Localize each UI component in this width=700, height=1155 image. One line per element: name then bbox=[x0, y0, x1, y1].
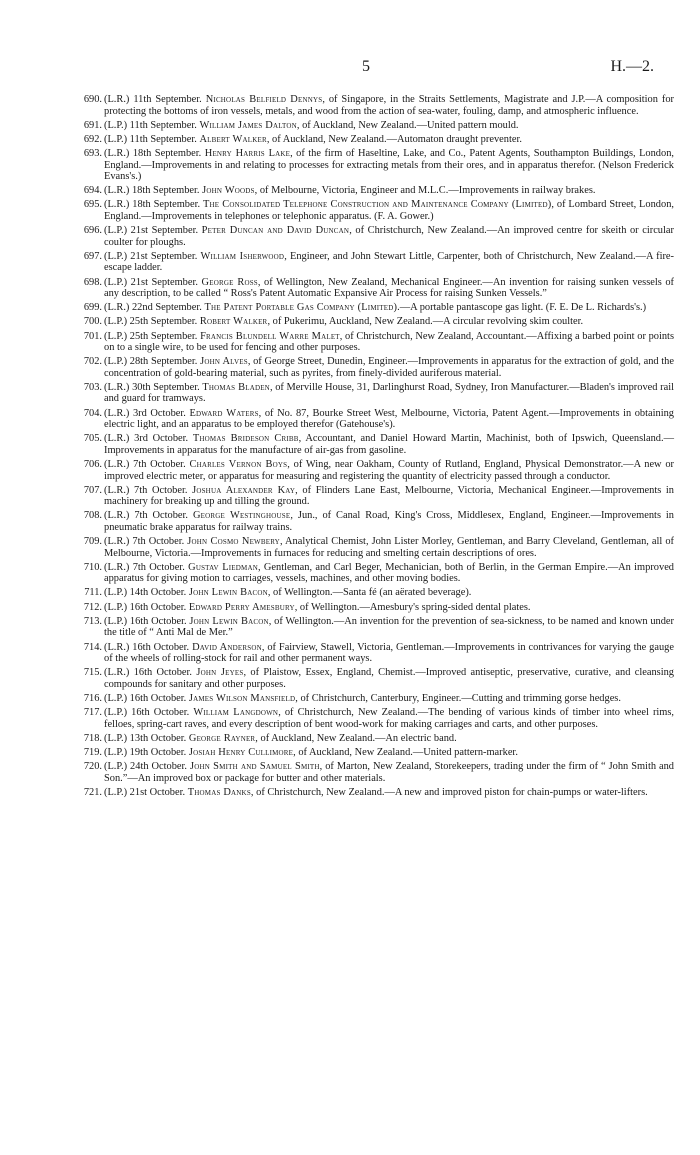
entry-number: 713. bbox=[83, 615, 102, 627]
entry-description: , of Fairview, Stawell, Victoria, Gentleman.—Improvements in contrivances for varying the gauge of the wheels of rolling-stock for rail and other permanent ways. bbox=[104, 641, 674, 664]
entry-number: 702. bbox=[83, 356, 102, 368]
patent-entry bbox=[68, 667, 674, 690]
entry-applicant: Edward Perry Amesbury bbox=[188, 601, 295, 613]
entry-date: (L.P.) 25th September. bbox=[104, 330, 198, 342]
patent-entry bbox=[68, 693, 674, 705]
entry-applicant: Henry Harris Lake bbox=[204, 148, 291, 160]
patent-entry bbox=[68, 382, 674, 405]
entry-number: 694. bbox=[83, 185, 102, 197]
entry-applicant: George Ross bbox=[201, 276, 258, 288]
entry-number: 719. bbox=[83, 746, 102, 758]
entry-number: 706. bbox=[83, 459, 102, 470]
entry-description: , of Singapore, in the Straits Settlements, Magistrate and J.P.—A composition for protecting the bottoms of iron vessels, metals, and wood from the action of sea-water, fouling, damp, and atmospheric influence. bbox=[104, 94, 674, 117]
entry-number: 692. bbox=[83, 133, 102, 145]
entry-description: , Gentleman, and Carl Beger, Mechanician, both of Berlin, in the German Empire.—An improved apparatus for giving motion to carriages, vessels, machines, and other moving bodies. bbox=[104, 561, 674, 585]
patent-entry bbox=[68, 302, 674, 314]
entry-applicant: Francis Blundell Warre Malet bbox=[200, 330, 340, 342]
entry-number: 707. bbox=[83, 484, 102, 496]
entry-number: 705. bbox=[83, 433, 102, 445]
entry-description: , of Wellington, New Zealand, Mechanical Engineer.—An invention for raising sunken vessels of any description, to be called “ Ross's Patent Automatic Expansive Air Process for raising Sunken Vessels.” bbox=[104, 276, 674, 299]
patent-entry bbox=[68, 587, 674, 599]
patent-entry bbox=[68, 562, 674, 585]
patent-entry bbox=[68, 134, 674, 146]
entry-description: , of Auckland, New Zealand.—An electric band. bbox=[255, 732, 457, 744]
entry-date: (L.P.) 21st October. bbox=[104, 786, 186, 798]
entry-date: (L.P.) 11th September. bbox=[104, 119, 197, 131]
entry-date: (L.P.) 11th September. bbox=[104, 133, 197, 145]
entry-date: (L.P.) 13th October. bbox=[104, 732, 187, 744]
patent-entry bbox=[68, 787, 674, 799]
entry-applicant: Peter Duncan and David Duncan bbox=[201, 225, 350, 237]
patent-entry bbox=[68, 459, 674, 482]
entry-date: (L.R.) 7th October. bbox=[104, 484, 188, 496]
entry-date: (L.R.) 7th October. bbox=[104, 510, 189, 522]
entry-number: 691. bbox=[83, 119, 102, 131]
entry-description: , of the firm of Haseltine, Lake, and Co., Patent Agents, Southampton Buildings, London, England.—Improvements in and relating to processes for extracting metals from their ores, and in apparatus therefor. (Nelson Frederick Evans's.) bbox=[104, 148, 674, 183]
patent-entry bbox=[68, 761, 674, 784]
patent-entry bbox=[68, 199, 674, 222]
entry-applicant: Thomas Danks bbox=[187, 786, 251, 798]
entry-description: , of Wing, near Oakham, County of Rutland, England, Physical Demonstrator.—A new or improved electric meter, or apparatus for measuring and registering the quantity of electricity passed through a conductor. bbox=[104, 459, 674, 482]
page-header bbox=[0, 58, 700, 80]
entry-date: (L.P.) 21st September. bbox=[104, 250, 198, 262]
page-number: 5 bbox=[362, 58, 370, 75]
entry-applicant: Albert Walker bbox=[199, 133, 267, 145]
entry-applicant: Robert Walker bbox=[199, 316, 268, 328]
patent-entry bbox=[68, 277, 674, 300]
entry-applicant: John Woods bbox=[202, 185, 255, 197]
patent-entry bbox=[68, 185, 674, 197]
entry-description: , Analytical Chemist, John Lister Morley, Gentleman, and Barry Cleveland, Gentleman, all of Melbourne, Victoria.—Improvements in furnaces for reducing and smelting certain descriptions of ores. bbox=[104, 536, 674, 559]
entry-description: , of Christchurch, New Zealand.—The bending of various kinds of timber into wheel rims, felloes, spring-cart raves, and every description of bent wood-work for making carriages and carts, and other purposes. bbox=[104, 707, 675, 730]
entry-number: 695. bbox=[83, 199, 102, 211]
entry-description: , of Christchurch, New Zealand, Accountant.—Affixing a barbed point or points on to a single wire, to be used for fencing and other purposes. bbox=[104, 330, 674, 354]
patent-entry bbox=[68, 510, 674, 533]
entry-number: 714. bbox=[83, 641, 102, 653]
patent-entry bbox=[68, 642, 674, 665]
entry-applicant: John Lewin Bacon bbox=[188, 587, 268, 599]
entry-applicant: John Jeyes bbox=[196, 667, 244, 679]
entry-description: , of Christchurch, New Zealand.—A new and improved piston for chain-pumps or water-lifters. bbox=[250, 786, 648, 798]
patent-entry bbox=[68, 316, 674, 328]
entry-number: 693. bbox=[83, 148, 102, 160]
entry-applicant: Gustav Liedman bbox=[188, 561, 258, 573]
patent-list bbox=[68, 94, 674, 801]
entry-description: , of Lombard Street, London, England.—Improvements in telephones or telephonic apparatus. (F. A. Gower.) bbox=[104, 199, 674, 222]
entry-date: (L.R.) 18th September. bbox=[104, 185, 200, 197]
entry-applicant: James Wilson Mansfield bbox=[188, 692, 296, 704]
entry-date: (L.R.) 11th September. bbox=[104, 94, 202, 105]
entry-date: (L.P.) 19th October. bbox=[104, 746, 187, 758]
entry-number: 709. bbox=[83, 536, 102, 548]
entry-date: (L.P.) 25th September. bbox=[104, 316, 198, 328]
entry-date: (L.R.) 18th September. bbox=[104, 148, 202, 160]
entry-applicant: William Isherwood bbox=[200, 250, 285, 262]
entry-description: , of Auckland, New Zealand.—United pattern-marker. bbox=[293, 746, 518, 758]
entry-date: (L.R.) 18th September. bbox=[104, 199, 201, 211]
patent-entry bbox=[68, 120, 674, 132]
patent-entry bbox=[68, 733, 674, 745]
entry-description: , of Auckland, New Zealand.—Automaton draught preventer. bbox=[266, 133, 522, 145]
entry-description: , of No. 87, Bourke Street West, Melbourne, Victoria, Patent Agent.—Improvements in obtaining electric light, and an apparatus to be employed therefor (Gatehouse's). bbox=[104, 407, 674, 431]
entry-number: 690. bbox=[83, 94, 102, 105]
entry-description: , Accountant, and Daniel Howard Martin, Machinist, both of Ipswich, Queensland.—Improvements in apparatus for the manufacture of air-gas from gasoline. bbox=[104, 433, 674, 456]
entry-number: 699. bbox=[83, 302, 102, 314]
entry-applicant: The Patent Portable Gas Company (Limited) bbox=[204, 302, 398, 314]
patent-entry bbox=[68, 433, 674, 456]
patent-entry bbox=[68, 536, 674, 559]
entry-number: 718. bbox=[83, 732, 102, 744]
patent-entry bbox=[68, 707, 674, 730]
entry-applicant: The Consolidated Telephone Construction and Maintenance Company (Limited) bbox=[202, 199, 552, 211]
entry-number: 701. bbox=[83, 330, 102, 342]
entry-number: 700. bbox=[83, 316, 102, 328]
entry-description: , of Flinders Lane East, Melbourne, Victoria, Mechanical Engineer.—Improvements in machinery for breaking up and tilling the ground. bbox=[104, 484, 674, 508]
entry-applicant: John Alves bbox=[200, 356, 248, 368]
entry-number: 698. bbox=[83, 276, 102, 288]
entry-description: , of Merville House, 31, Darlinghurst Road, Sydney, Iron Manufacturer.—Bladen's improved rail and guard for tramways. bbox=[104, 381, 674, 405]
entry-applicant: George Rayner bbox=[188, 732, 256, 744]
entry-description: , Engineer, and John Stewart Little, Carpenter, both of Christchurch, New Zealand.—A fire-escape ladder. bbox=[104, 250, 674, 274]
entry-number: 704. bbox=[83, 407, 102, 419]
entry-applicant: Josiah Henry Cullimore bbox=[188, 746, 294, 758]
entry-number: 721. bbox=[83, 786, 102, 798]
patent-entry bbox=[68, 616, 674, 639]
entry-applicant: Nicholas Belfield Dennys bbox=[205, 94, 323, 105]
entry-description: , of Marton, New Zealand, Storekeepers, trading under the firm of “ John Smith and Son.”—An improved box or package for butter and other materials. bbox=[104, 761, 674, 784]
entry-number: 710. bbox=[83, 561, 102, 573]
entry-applicant: Thomas Brideson Cribb bbox=[192, 433, 299, 445]
entry-date: (L.R.) 3rd October. bbox=[104, 407, 186, 419]
entry-number: 711. bbox=[84, 587, 102, 599]
entry-description: , of Wellington.—An invention for the prevention of sea-sickness, to be named and known under the title of “ Anti Mal de Mer.” bbox=[104, 615, 674, 639]
entry-description: , Jun., of Canal Road, King's Cross, Middlesex, England, Engineer.—Improvements in pneumatic brake apparatus for railway trains. bbox=[104, 510, 674, 533]
entry-description: , of Wellington.—Amesbury's spring-sided dental plates. bbox=[294, 601, 531, 613]
entry-date: (L.R.) 3rd October. bbox=[104, 433, 189, 445]
entry-date: (L.R.) 16th October. bbox=[104, 641, 190, 653]
entry-description: , of Plaistow, Essex, England, Chemist.—Improved antiseptic, preservative, curative, and cleansing compounds for sanitary and other purposes. bbox=[104, 667, 674, 690]
entry-applicant: William Langdown bbox=[193, 707, 279, 719]
patent-entry bbox=[68, 408, 674, 431]
entry-number: 712. bbox=[83, 601, 102, 613]
entry-date: (L.R.) 7th October. bbox=[104, 459, 186, 470]
entry-date: (L.P.) 21st September. bbox=[104, 225, 199, 237]
entry-date: (L.P.) 28th September. bbox=[104, 356, 198, 368]
entry-number: 697. bbox=[83, 250, 102, 262]
entry-applicant: Joshua Alexander Kay bbox=[192, 484, 296, 496]
entry-number: 715. bbox=[83, 667, 102, 679]
entry-date: (L.P.) 14th October. bbox=[104, 587, 187, 599]
entry-date: (L.P.) 16th October. bbox=[104, 707, 190, 719]
entry-description: , of Wellington.—Santa fé (an aërated beverage). bbox=[267, 587, 472, 599]
entry-applicant: Edward Waters bbox=[189, 407, 259, 419]
patent-entry bbox=[68, 251, 674, 274]
entry-date: (L.P.) 24th October. bbox=[104, 761, 187, 773]
entry-description: , of George Street, Dunedin, Engineer.—Improvements in apparatus for the extraction of gold, and the concentration of gold-bearing material, such as pyrites, from finely-divided auriferous material. bbox=[104, 356, 674, 379]
entry-applicant: John Lewin Bacon bbox=[189, 615, 269, 627]
entry-date: (L.P.) 16th October. bbox=[104, 692, 187, 704]
entry-date: (L.P.) 16th October. bbox=[104, 601, 187, 613]
entry-number: 716. bbox=[83, 692, 102, 704]
entry-description: , of Pukerimu, Auckland, New Zealand.—A circular revolving skim coulter. bbox=[267, 316, 584, 328]
entry-applicant: George Westinghouse bbox=[192, 510, 291, 522]
entry-number: 717. bbox=[83, 707, 102, 719]
entry-description: , of Christchurch, Canterbury, Engineer.—Cutting and trimming gorse hedges. bbox=[295, 692, 621, 704]
entry-date: (L.P.) 16th October. bbox=[104, 615, 187, 627]
patent-entry bbox=[68, 356, 674, 379]
entry-date: (L.R.) 7th October. bbox=[104, 536, 185, 548]
entry-number: 708. bbox=[83, 510, 102, 522]
entry-number: 720. bbox=[83, 761, 102, 773]
patent-entry bbox=[68, 148, 674, 183]
entry-date: (L.R.) 16th October. bbox=[104, 667, 193, 679]
entry-applicant: John Smith and Samuel Smith bbox=[189, 761, 320, 773]
patent-entry bbox=[68, 331, 674, 354]
entry-number: 696. bbox=[83, 225, 102, 237]
patent-entry bbox=[68, 485, 674, 508]
entry-description: , of Auckland, New Zealand.—United pattern mould. bbox=[296, 119, 519, 131]
entry-applicant: John Cosmo Newbery bbox=[187, 536, 280, 548]
entry-date: (L.P.) 21st September. bbox=[104, 276, 198, 288]
patent-entry bbox=[68, 225, 674, 248]
entry-date: (L.R.) 7th October. bbox=[104, 561, 185, 573]
entry-date: (L.R.) 22nd September. bbox=[104, 302, 202, 314]
entry-applicant: William James Dalton bbox=[199, 119, 297, 131]
entry-number: 703. bbox=[83, 381, 102, 393]
patent-entry bbox=[68, 747, 674, 759]
entry-applicant: Charles Vernon Boys bbox=[189, 459, 288, 470]
entry-date: (L.R.) 30th September. bbox=[104, 381, 200, 393]
patent-entry bbox=[68, 94, 674, 117]
entry-description: , of Melbourne, Victoria, Engineer and M.L.C.—Improvements in railway brakes. bbox=[254, 185, 596, 197]
patent-entry bbox=[68, 602, 674, 614]
entry-applicant: David Anderson bbox=[192, 641, 262, 653]
document-reference: H.—2. bbox=[610, 58, 654, 75]
entry-description: .—A portable pantascope gas light. (F. E. De L. Richards's.) bbox=[397, 302, 647, 314]
entry-applicant: Thomas Bladen bbox=[202, 381, 270, 393]
entry-description: , of Christchurch, New Zealand.—An improved centre for skeith or circular coulter for ploughs. bbox=[104, 225, 674, 248]
